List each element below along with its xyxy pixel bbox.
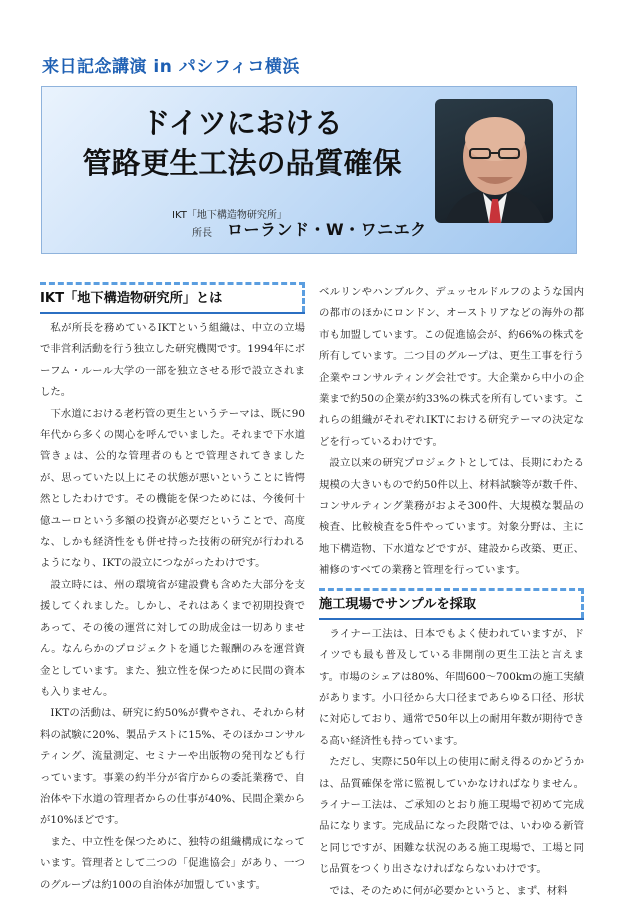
speaker-portrait-image — [435, 99, 553, 223]
speaker-photo — [435, 99, 553, 223]
article-title-line1: ドイツにおける — [141, 106, 343, 140]
article-title — [62, 103, 422, 183]
paragraph: 下水道における老朽管の更生というテーマは、既に90年代から多くの関心を呼んでいました。それまで下水道管きょは、公的な管理者のもとで管理されてきましたが、思っていた以上にその状態が悪いということに皆愕然としたわけです。その機能を保つためには、今後何十億ユーロという多額の投資が必要だということで、高度な、しかも経済性をも併せ持った技術の研究が行われるようになり、IKTの設立につながったわけです。 — [40, 407, 305, 570]
column-left — [40, 282, 305, 896]
paragraph-continued: ベルリンやハンブルク、デュッセルドルフのような国内の都市のほかにロンドン、オーストリアなどの海外の都市も加盟しています。この促進協会が、約66%の株式を所有しています。二つ目のグループは、更生工事を行う企業やコンサルティング会社です。大企業から中小の企業まで約50の企業が約33%の株式を所有しています。これらの組織がそれぞれIKTにおける研究テーマの決定などを行っているわけです。 — [319, 286, 584, 448]
paragraph: 設立時には、州の環境省が建設費も含めた大部分を支援してくれました。しかし、それはあくまで初期投資であって、その後の運営に対しての助成金は一切ありません。なんらかのプロジェクトを通じた報酬のみを運営資金としています。また、独立性を保つために民間の資本も入りません。 — [40, 578, 305, 698]
paragraph: では、そのために何が必要かというと、まず、材料 — [329, 884, 568, 897]
paragraph: 私が所長を務めているIKTという組織は、中立の立場で非営利活動を行う独立した研究機関です。1994年にボーフム・ルール大学の一部を独立させる形で設立されました。 — [40, 322, 305, 399]
series-title: 来日記念講演 in パシフィコ横浜 — [42, 57, 300, 77]
article-title-line2: 管路更生工法の品質確保 — [82, 146, 402, 180]
paragraph: ライナー工法は、日本でもよく使われていますが、ドイツでも最も普及している非開削の更生工法と言えます。市場のシェアは80%、年間600～700kmの施工実績があります。小口径から大口径まであらゆる口径、形状に対応しており、通常で50年以上の耐用年数が期待できる高い経済性も持っています。 — [319, 627, 584, 747]
paragraph: IKTの活動は、研究に約50%が費やされ、それから材料の試験に20%、製品テストに15%、そのほかコンサルティング、流量測定、セミナーや出版物の発刊なども行っています。事業の約半分が省庁からの委託業務で、自治体や下水道の管理者からの仕事が40%、民間企業からが10%ほどです。 — [40, 707, 305, 827]
paragraph: 設立以来の研究プロジェクトとしては、長期にわたる規模の大きいもので約50件以上、材料試験等が数千件、コンサルティング業務がおよそ300件、大規模な製品の検査、比較検査を5件やっています。対象分野は、主に地下構造物、下水道などですが、建設から改築、更正、補修のすべての業務と管理を行っています。 — [319, 457, 584, 577]
section-heading-field-sampling: 施工現場でサンプルを採取 — [319, 588, 584, 620]
section-heading-ikt: IKT「地下構造物研究所」とは — [40, 282, 305, 314]
article-banner — [41, 86, 577, 254]
paragraph: また、中立性を保つために、独特の組織構成になっています。管理者として二つの「促進協会」があり、一つのグループは約100の自治体が加盟しています。 — [40, 835, 305, 891]
column-right — [319, 282, 584, 902]
speaker-affiliation: IKT「地下構造物研究所」 — [172, 210, 287, 221]
paragraph: ただし、実際に50年以上の使用に耐え得るのかどうかは、品質確保を常に監視していかなければなりません。ライナー工法は、ご承知のとおり施工現場で初めて完成品になります。完成品になった段階では、いわゆる新管と同じですが、困難な状況のある施工現場で、工場と同じ品質をつくり出さなければならないわけです。 — [319, 756, 584, 876]
speaker-role: 所長 — [192, 228, 212, 239]
speaker-name: ローランド・W・ワニエク — [227, 220, 427, 239]
